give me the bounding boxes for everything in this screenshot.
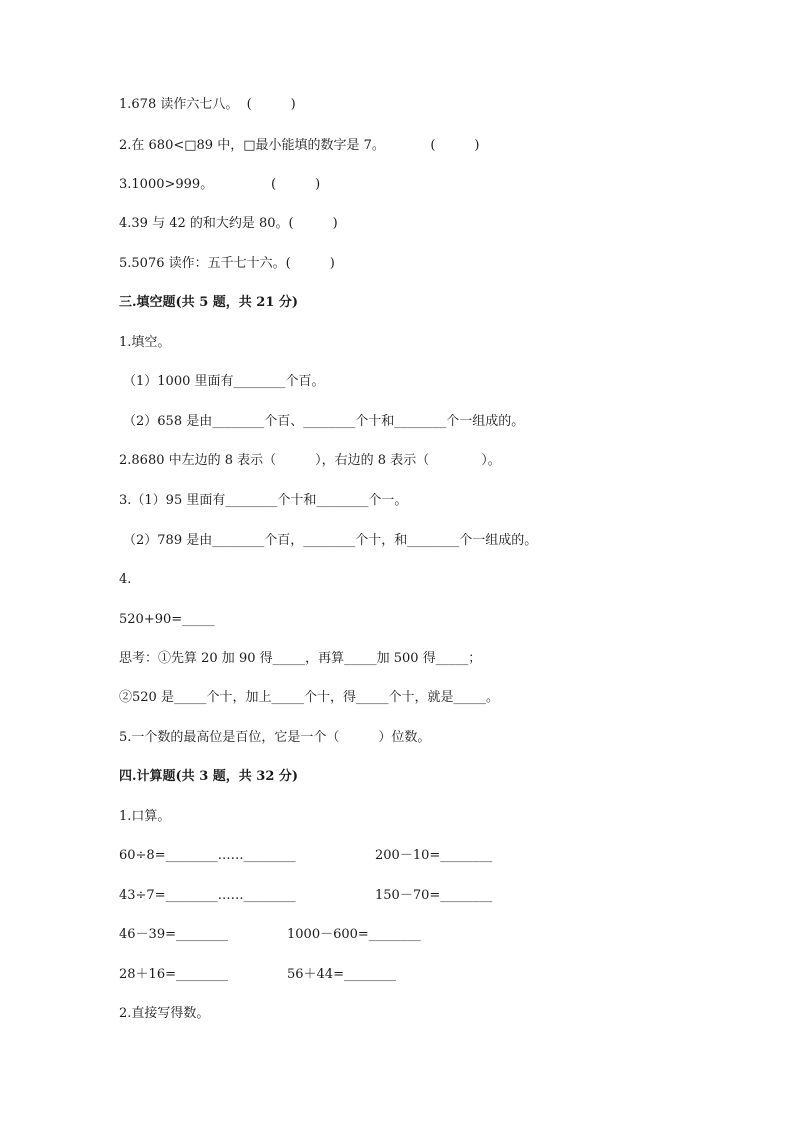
s3-q4-title: 4. xyxy=(119,572,132,587)
calc-r3-right: 1000－600=________ xyxy=(287,927,421,942)
s3-q1-b: （2）658 是由________个百、________个十和________个一组成的。 xyxy=(123,414,525,429)
section-3-title: 三.填空题(共 5 题，共 21 分) xyxy=(119,295,299,310)
judge-item-2: 2.在 680<□89 中，□最小能填的数字是 7。 ( ) xyxy=(119,138,480,153)
calc-r2-right: 150－70=________ xyxy=(375,888,493,903)
section-4-title: 四.计算题(共 3 题，共 32 分) xyxy=(119,769,299,784)
judge-item-1: 1.678 读作六七八。 ( ) xyxy=(119,97,296,112)
calc-r2-left: 43÷7=________……________ xyxy=(119,888,296,903)
calc-r1-right: 200－10=________ xyxy=(375,848,493,863)
s4-q2-title: 2.直接写得数。 xyxy=(119,1006,210,1021)
s3-q1-a: （1）1000 里面有________个百。 xyxy=(123,374,325,389)
s3-q4-expr: 520+90=_____ xyxy=(119,612,215,627)
judge-item-5: 5.5076 读作：五千七十六。( ) xyxy=(119,256,335,271)
s3-q3-b: （2）789 是由________个百，________个十，和________个一组成的。 xyxy=(123,533,538,548)
s3-q3-a: 3.（1）95 里面有________个十和________个一。 xyxy=(119,493,408,508)
calc-r3-left: 46－39=________ xyxy=(119,927,228,942)
s3-q5: 5.一个数的最高位是百位，它是一个（ ）位数。 xyxy=(119,730,431,745)
s3-q4-think: 思考：①先算 20 加 90 得_____，再算_____加 500 得_____； xyxy=(119,651,482,666)
calc-r4-left: 28＋16=________ xyxy=(119,967,228,982)
s3-q4-think2: ②520 是_____个十，加上_____个十，得_____个十，就是_____。 xyxy=(119,690,499,705)
calc-r4-right: 56＋44=________ xyxy=(287,967,396,982)
s4-q1-title: 1.口算。 xyxy=(119,809,171,824)
s3-q1-title: 1.填空。 xyxy=(119,335,171,350)
judge-item-4: 4.39 与 42 的和大约是 80。( ) xyxy=(119,216,338,231)
s3-q2: 2.8680 中左边的 8 表示（ ），右边的 8 表示（ ）。 xyxy=(119,453,501,468)
calc-r1-left: 60÷8=________……________ xyxy=(119,848,296,863)
judge-item-3: 3.1000>999。 ( ) xyxy=(119,177,321,192)
